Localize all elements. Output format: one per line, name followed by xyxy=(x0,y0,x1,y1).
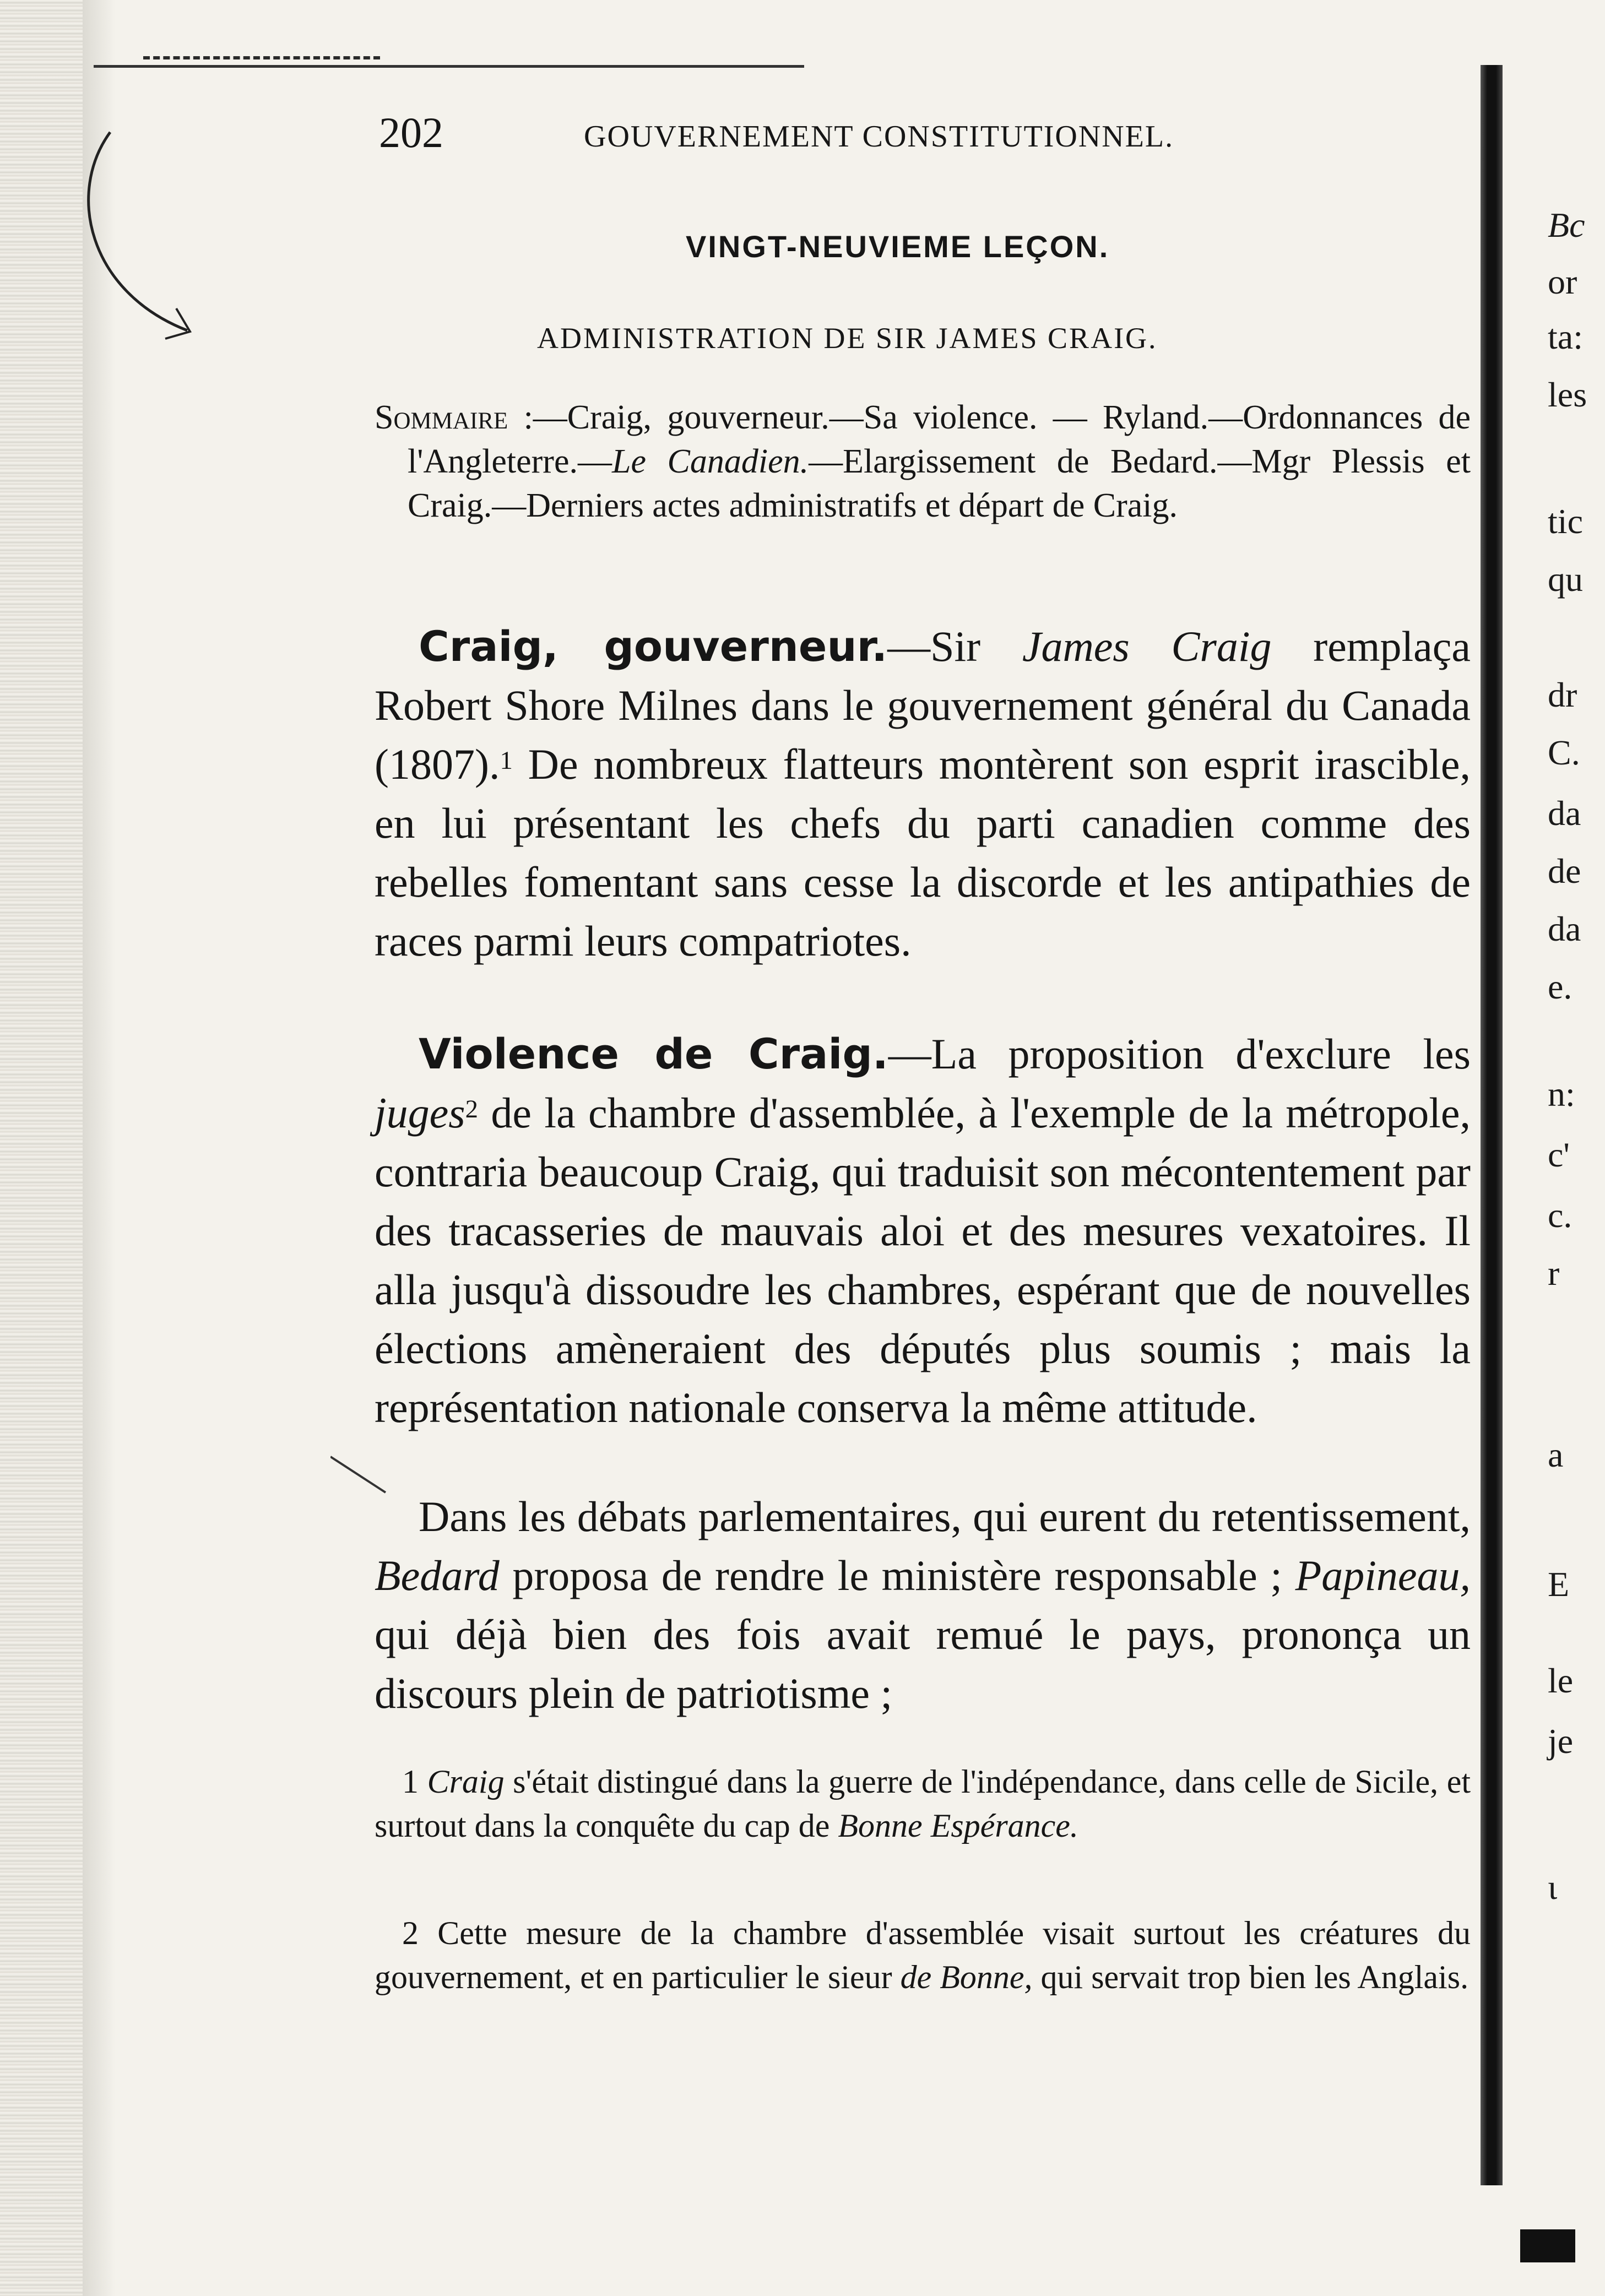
paragraph-italic: Bedard xyxy=(375,1551,500,1599)
paragraph-debats xyxy=(375,1487,1471,1723)
facing-fragment: c' xyxy=(1548,1135,1570,1174)
paragraph-text: remplaça Robert Shore Milnes dans le gouvernement général du Canada (1807). xyxy=(375,622,1471,788)
footnote-ref-1: 1 xyxy=(500,746,513,775)
top-rule xyxy=(94,65,804,68)
facing-fragment: je xyxy=(1548,1722,1574,1761)
summary-italic: Le Canadien. xyxy=(611,443,809,480)
scan-edge-block xyxy=(1520,2229,1575,2262)
top-dashed-rule xyxy=(143,56,380,59)
paragraph-italic: juges xyxy=(375,1089,465,1137)
paragraph-text: de la chambre d'assemblée, à l'exemple de la métropole, contraria beaucoup Craig, qui traduisit son mécontentement par des tracasseries de mauvais aloi et des mesures vexatoires. Il alla jusqu'à dissoudre les chambres, espérant que de nouvelles élections amèneraient des députés plus soumis ; mais la représentation nationale conserva la même attitude. xyxy=(375,1089,1471,1431)
footnote-text: s'était distingué dans la guerre de l'indépendance, dans celle de Sicile, et surtout dans la conquête du cap de xyxy=(375,1763,1471,1844)
facing-fragment: e. xyxy=(1548,967,1573,1006)
facing-fragment: E xyxy=(1548,1565,1570,1604)
section-title: ADMINISTRATION DE SIR JAMES CRAIG. xyxy=(537,322,1158,355)
footnote-italic: Craig xyxy=(427,1763,505,1800)
paragraph-heading: Violence de Craig. xyxy=(419,1029,888,1078)
paragraph-text: De nombreux flatteurs montèrent son esprit irascible, en lui présentant les chefs du parti canadien comme des rebelles fomentant sans cesse la discorde et les antipathies de races parmi leurs compatriotes. xyxy=(375,740,1471,965)
paragraph-text: —La proposition d'exclure les xyxy=(888,1030,1471,1078)
facing-fragment: da xyxy=(1548,794,1581,833)
summary-text: :—Craig, gouverneur.—Sa violence. — Ryland.—Ordonnances de l'Angleterre.— xyxy=(408,399,1471,480)
pen-arc-mark xyxy=(77,127,198,358)
footnote-italic: de Bonne, xyxy=(900,1959,1033,1995)
footnote-text: qui servait trop bien les Anglais. xyxy=(1032,1959,1469,1995)
facing-fragment: Bc xyxy=(1548,205,1585,245)
facing-fragment: qu xyxy=(1548,560,1583,599)
running-head: GOUVERNEMENT CONSTITUTIONNEL. xyxy=(584,120,1174,154)
facing-fragment: tic xyxy=(1548,502,1583,541)
facing-fragment: or xyxy=(1548,262,1577,301)
summary xyxy=(375,395,1471,528)
facing-fragment: n: xyxy=(1548,1074,1575,1114)
footnote-ref-2: 2 xyxy=(465,1095,479,1123)
summary-text-2: —Elargissement de Bedard.—Mgr Plessis et Craig.—Derniers actes administratifs et départ de Craig. xyxy=(408,443,1471,524)
footnote-number: 2 xyxy=(402,1915,419,1951)
paragraph-heading: Craig, gouverneur. xyxy=(419,622,888,671)
summary-label: Sommaire xyxy=(375,399,508,436)
paragraph-craig-gouverneur xyxy=(375,617,1471,970)
paragraph-text: proposa de rendre le ministère responsable ; xyxy=(499,1551,1295,1599)
footnote-2 xyxy=(375,1911,1471,1999)
footnote-number: 1 xyxy=(402,1763,419,1800)
facing-fragment: ɩ xyxy=(1548,1868,1558,1907)
facing-fragment: ta: xyxy=(1548,317,1583,356)
facing-fragment: r xyxy=(1548,1253,1560,1293)
facing-fragment: dr xyxy=(1548,675,1577,714)
paragraph-text: qui déjà bien des fois avait remué le pays, prononça un discours plein de patriotisme ; xyxy=(375,1610,1471,1717)
footnote-text: Cette mesure de la chambre d'assemblée visait surtout les créatures du gouvernement, et en particulier le sieur xyxy=(375,1915,1471,1995)
paragraph-text: Dans les débats parlementaires, qui eurent du retentissement, xyxy=(419,1492,1471,1540)
facing-fragment: c. xyxy=(1548,1196,1573,1235)
facing-fragment: a xyxy=(1548,1435,1564,1474)
lesson-title: VINGT-NEUVIEME LEÇON. xyxy=(686,229,1110,264)
page-edge-shadow xyxy=(1481,65,1503,2185)
scan-gutter xyxy=(0,0,83,2296)
paragraph-italic: Papineau, xyxy=(1295,1551,1471,1599)
facing-fragment: les xyxy=(1548,375,1587,414)
footnote-1 xyxy=(375,1760,1471,1848)
facing-fragment: de xyxy=(1548,851,1581,891)
facing-fragment: le xyxy=(1548,1661,1574,1700)
paragraph-violence-de-craig xyxy=(375,1024,1471,1437)
facing-fragment: da xyxy=(1548,909,1581,948)
facing-fragment: C. xyxy=(1548,733,1580,772)
paragraph-italic: James Craig xyxy=(1022,622,1272,670)
paragraph-text: —Sir xyxy=(887,622,1022,670)
facing-page-fragment xyxy=(1537,0,1605,2296)
footnote-italic: Bonne Espérance. xyxy=(838,1808,1078,1844)
page-number: 202 xyxy=(379,108,443,156)
